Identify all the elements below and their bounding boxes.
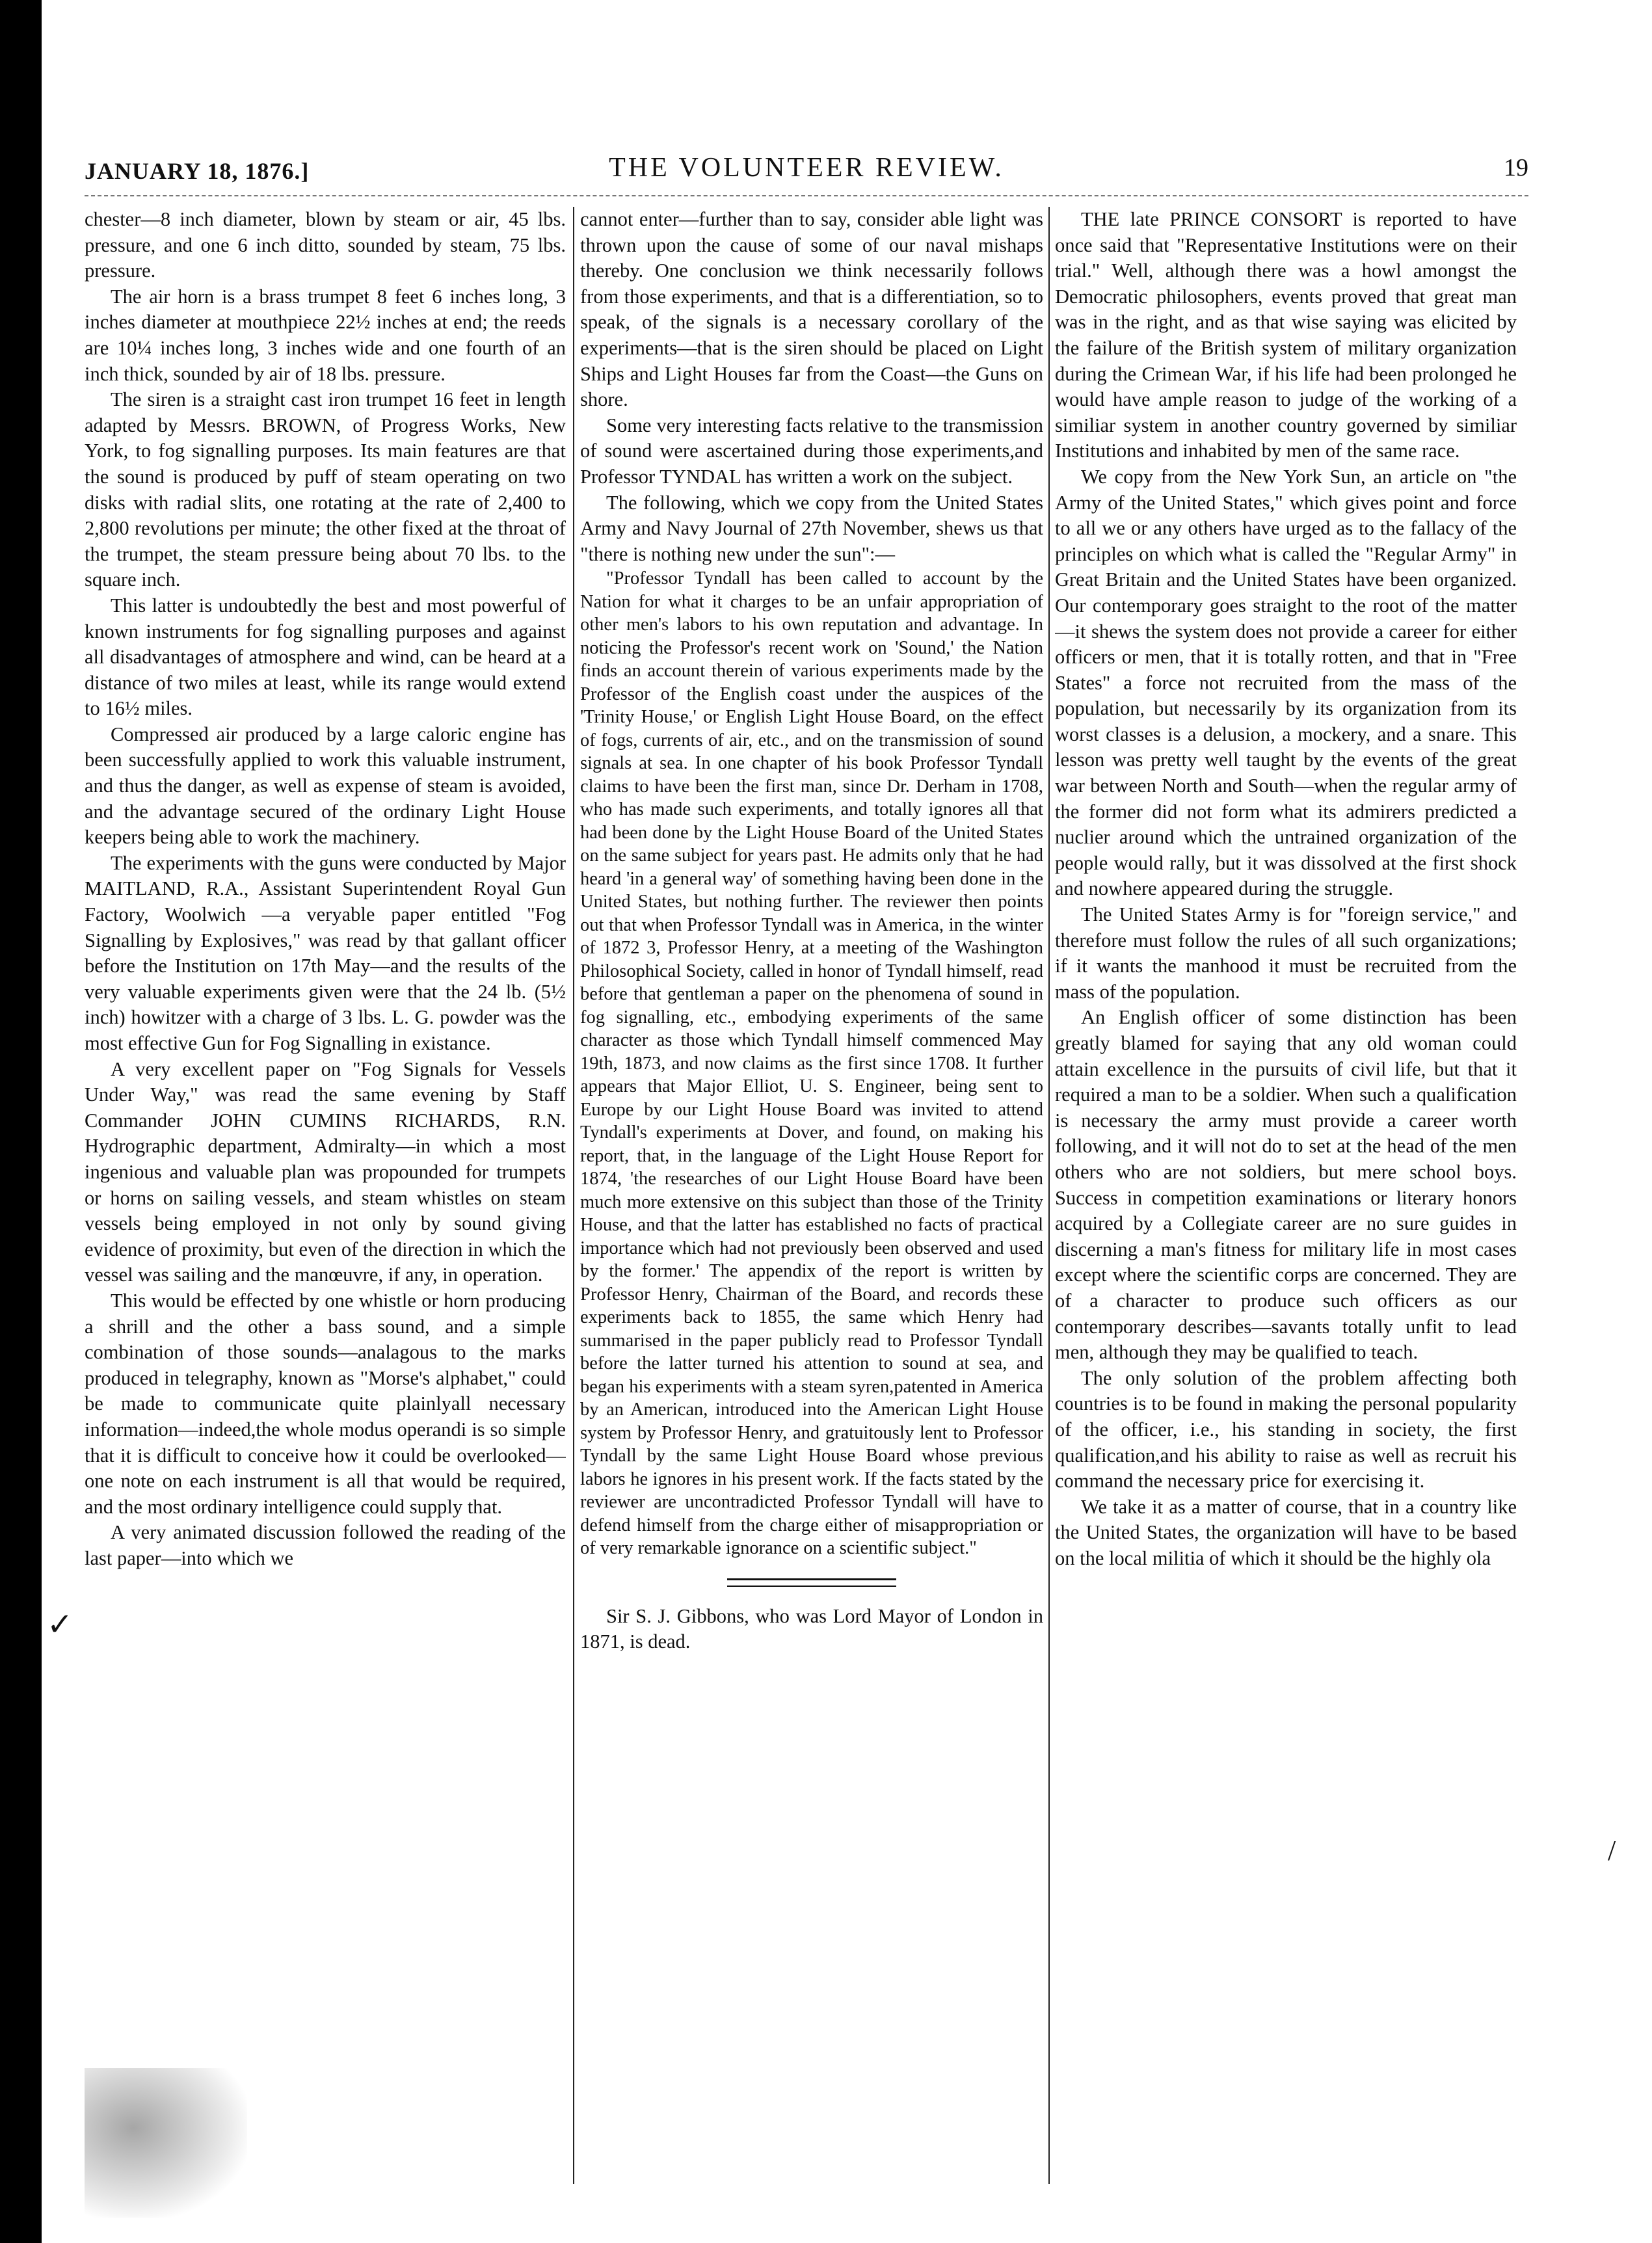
paragraph: chester—8 inch diameter, blown by steam or air, 45 lbs. pressure, and one 6 inch ditto, sounded by steam, 75 lbs. pressure. [85,208,566,282]
paragraph: A very excellent paper on "Fog Signals for Vessels Under Way," was read the same evening by Staff Commander JOHN CUMINS RICHARDS, R.N. Hydrographic department, Admiralty—in which a most ingenious and valuable plan was propounded for trumpets or horns on sailing vessels, and steam whistles on steam vessels being employed in not only by sound giving evidence of proximity, but even of the direction in which the vessel was sailing and the manœuvre, if any, in operation. [85,1057,566,1286]
paragraph: cannot enter—further than to say, consider able light was thrown upon the cause of some of our naval mishaps thereby. One conclusion we think necessarily follows from those experiments, and that is a differentiation, so to speak, of the signals is a necessary corollary of the experiments—that is the siren should be placed on Light Ships and Light Houses far from the Coast—the Guns on shore. [580,208,1043,411]
issue-date: JANUARY 18, 1876.] [85,158,310,184]
page-header [85,148,1528,187]
paragraph: This latter is undoubtedly the best and most powerful of known instruments for fog signalling purposes and against all disadvantages of atmosphere and wind, can be heard at a distance of two miles at least, while its range would extend to 16½ miles. [85,594,566,720]
paragraph: The United States Army is for "foreign service," and therefore must follow the rules of all such organizations; if it wants the manhood it must be recruited from the mass of the population. [1055,903,1517,1003]
paragraph: Some very interesting facts relative to the transmission of sound were ascertained during those experiments,and Professor TYNDAL has written a work on the subject. [580,414,1043,488]
section-separator [727,1578,896,1587]
paragraph: Compressed air produced by a large caloric engine has been successfully applied to work this valuable instrument, and thus the danger, as well as expense of steam is avoided, and the advantage secured of the ordinary Light House keepers being able to work the machinery. [85,723,566,849]
column-right [1055,207,1517,2184]
masthead-title: THE VOLUNTEER REVIEW. [609,153,1004,183]
column-middle [580,207,1043,2184]
news-item: Sir S. J. Gibbons, who was Lord Mayor of London in 1871, is dead. [580,1604,1043,1653]
paragraph: The only solution of the problem affecting both countries is to be found in making the personal popularity of the officer, i.e., his standing in society, the first qualification,and his ability to raise as well as recruit his command the necessary price for exercising it. [1055,1366,1517,1493]
paragraph: A very animated discussion followed the reading of the last paper—into which we [85,1521,566,1569]
binding-shadow [0,0,42,2243]
ink-smudge [85,2068,247,2218]
paragraph: THE late PRINCE CONSORT is reported to have once said that "Representative Institutions were on their trial." Well, although there was a howl amongst the Democratic philosophers, events proved that great man was in the right, and as that wise saying was elicited by the failure of the British system of military organization during the Crimean War, if his life had been prolonged he would have ample reason to judge of the working of a similiar system in another country governed by similiar Institutions and inhabited by men of the same race. [1055,208,1517,462]
paragraph: This would be effected by one whistle or horn producing a shrill and the other a bass sound, and a simple combination of those sounds—analagous to the marks produced in telegraphy, known as "Morse's alphabet," could be made to communicate quite plainlyall necessary information—indeed,the whole modus operandi is so simple that it is difficult to conceive how it could be overlooked—one note on each instrument is all that would be required, and the most ordinary intelligence could supply that. [85,1289,566,1518]
paragraph: The siren is a straight cast iron trumpet 16 feet in length adapted by Messrs. BROWN, of Progress Works, New York, to fog signalling purposes. Its main features are that the sound is produced by puff of steam operating on two disks with radial slits, one rotating at the rate of 2,400 to 2,800 revolutions per minute; the other fixed at the throat of the trumpet, the steam pressure being about 70 lbs. to the square inch. [85,388,566,591]
paragraph: An English officer of some distinction has been greatly blamed for saying that any old woman could attain excellence in the pursuits of civil life, but that it required a man to be a soldier. When such a qualification is necessary the army must provide a career worth following, and it will not do to set at the head of the men others who are not soldiers, but mere school boys. Success in competition examinations or literary honors acquired by a Collegiate career are no sure guides in discerning a man's fitness for military life in most cases except where the scientific corps are concerned. They are of a character to produce such officers as our contemporary describes—savants totally unfit to lead men, although they may be qualified to teach. [1055,1006,1517,1364]
paragraph: The experiments with the guns were conducted by Major MAITLAND, R.A., Assistant Superintendent Royal Gun Factory, Woolwich —a veryable paper entitled "Fog Signalling by Explosives," was read by that gallant officer before the Institution on 17th May—and the results of the very valuable experiments given were that the 24 lb. (5½ inch) howitzer with a charge of 3 lbs. L. G. powder was the most effective Gun for Fog Signalling in existance. [85,851,566,1054]
paragraph: The air horn is a brass trumpet 8 feet 6 inches long, 3 inches diameter at mouthpiece 22½ inches at end; the reeds are 10¼ inches long, 3 inches wide and one fourth of an inch thick, sounded by air of 18 lbs. pressure. [85,285,566,385]
paragraph: We take it as a matter of course, that in a country like the United States, the organization will have to be based on the local militia of which it should be the highly ola [1055,1495,1517,1569]
quoted-article: "Professor Tyndall has been called to account by the Nation for what it charges to be an unfair appropriation of other men's labors to his own reputation and advantage. In noticing the Professor's recent work on 'Sound,' the Nation finds an account therein of various experiments made by the Professor of the English coast under the auspices of the 'Trinity House,' or English Light House Board, on the effect of fogs, currents of air, etc., and on the transmission of sound signals at sea. In one chapter of his book Professor Tyndall claims to have been the first man, since Dr. Derham in 1708, who has made such experiments, and totally ignores all that had been done by the Light House Board of the United States on the same subject for years past. He admits only that he had heard 'in a general way' of something having been done in the United States, but nothing further. The reviewer then points out that when Professor Tyndall was in America, in the winter of 1872 3, Professor Henry, at a meeting of the Washington Philosophical Society, called in honor of Tyndall himself, read before that gentleman a paper on the phenomena of sound in fog signalling, etc., embodying experiments of the same character as those which Tyndall himself commenced May 19th, 1873, and now claims as the first since 1708. It further appears that Major Elliot, U. S. Engineer, being sent to Europe by our Light House Board was invited to attend Tyndall's experiments at Dover, and found, on making his report, that, in the language of the Light House Report for 1874, 'the researches of our Light House Board have been much more extensive on this subject than those of the Trinity House, and that the latter has established no facts of practical importance which had not previously been observed and used by the former.' The appendix of the report is written by Professor Henry, Chairman of the Board, and records these experiments back to 1855, the same which Henry had summarised in the paper publicly read to Professor Tyndall before the latter turned his attention to sound at sea, and began his experiments with a steam syren,patented in America by an American, introduced into the American Light House system by Professor Henry, and gratuitously lent to Professor Tyndall by the same Light House Board whose previous labors he ignores in his present work. If the facts stated by the reviewer are uncontradicted Professor Tyndall will have to defend himself from the charge either of misappropriation or of very remarkable ignorance on a scientific subject." [580,568,1043,1559]
paragraph: The following, which we copy from the United States Army and Navy Journal of 27th November, shews us that "there is nothing new under the sun":— [580,491,1043,565]
check-mark-icon: ✓ [47,1608,73,1642]
header-rule [85,195,1528,196]
page-number: 19 [1504,154,1528,181]
column-rule [1048,207,1050,2184]
stray-mark-icon: / [1608,1835,1616,1866]
column-left [85,207,566,2184]
column-rule [573,207,574,2184]
paragraph: We copy from the New York Sun, an article on "the Army of the United States," which gives point and force to all we or any others have urged as to the fallacy of the principles on which what is called the "Regular Army" in Great Britain and the United States have been organized. Our contemporary goes straight to the root of the matter—it shews the system does not provide a career for either officers or men, that it is totally rotten, and that in "Free States" a force not recruited from the mass of the population, but necessarily by its organization from its worst classes is a delusion, a mockery, and a snare. This lesson was pretty well taught by the events of the great war between North and South—when the regular army of the former did not form what its admirers predicted a nuclier around which the untrained organization of the people would rally, but it was dissolved at the first shock and nowhere appeared during the struggle. [1055,465,1517,900]
